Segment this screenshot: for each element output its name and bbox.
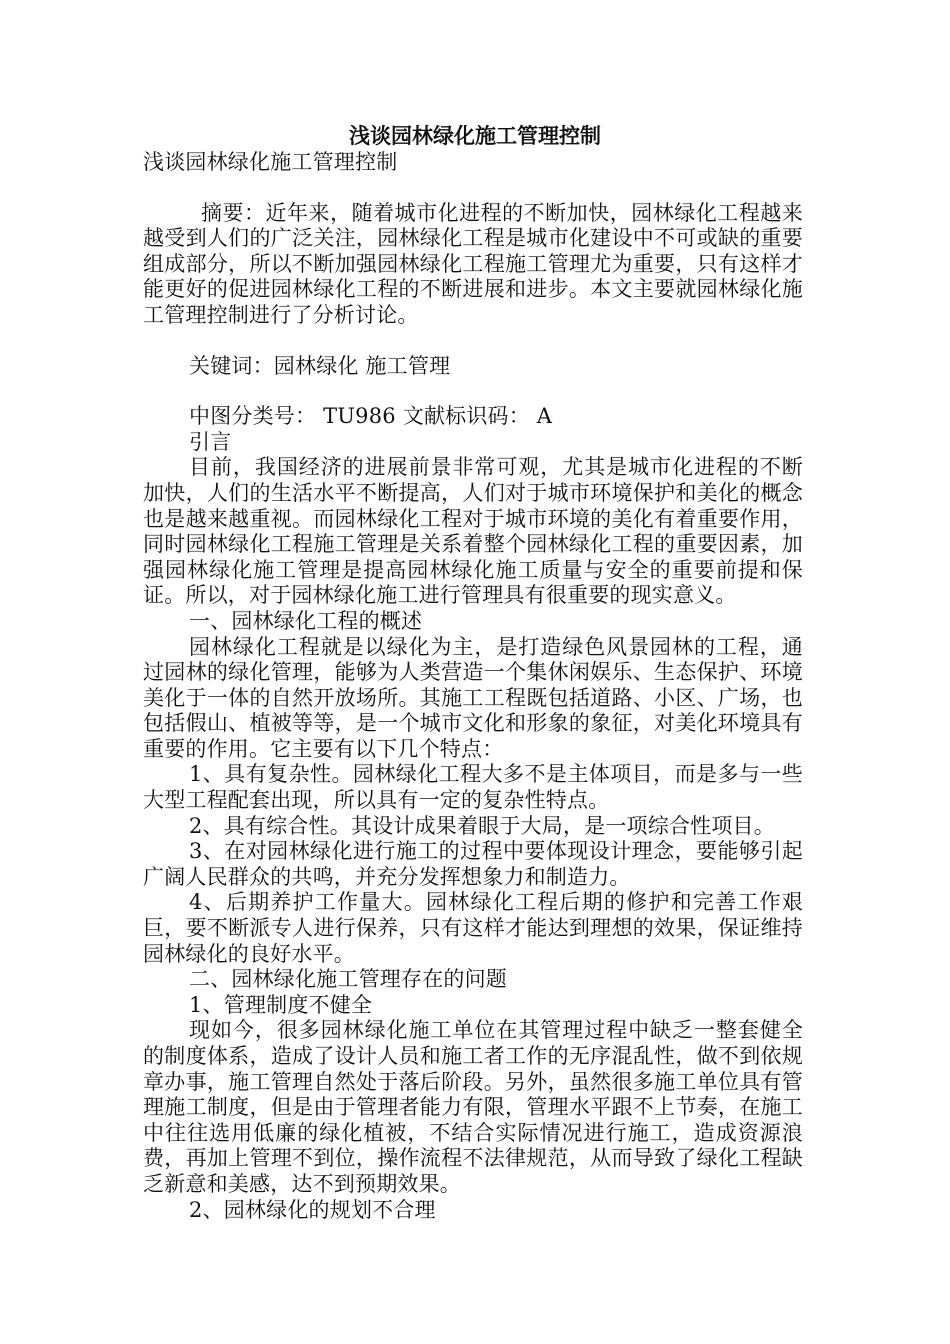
abstract-paragraph: 摘要：近年来，随着城市化进程的不断加快，园林绿化工程越来越受到人们的广泛关注，园林绿化工程是城市化建设中不可或缺的重要组成部分，所以不断加强园林绿化工程施工管理尤为重要，只有这样才能更好的促进园林绿化工程的不断进展和进步。本文主要就园林绿化施工管理控制进行了分析讨论。 [143, 200, 803, 327]
spacer [143, 329, 803, 354]
section2-heading: 二、园林绿化施工管理存在的问题 [189, 967, 507, 992]
feature-2: 2、具有综合性。其设计成果着眼于大局，是一项综合性项目。 [189, 813, 775, 838]
feature-1: 1、具有复杂性。园林绿化工程大多不是主体项目，而是多与一些大型工程配套出现，所以具有一定的复杂性特点。 [143, 762, 803, 813]
feature-3: 3、在对园林绿化进行施工的过程中要体现设计理念，要能够引起广阔人民群众的共鸣，并充分发挥想象力和制造力。 [143, 839, 803, 889]
problem1-heading: 1、管理制度不健全 [189, 992, 373, 1017]
problem2-heading: 2、园林绿化的规划不合理 [189, 1197, 436, 1222]
problem1-paragraph: 现如今，很多园林绿化施工单位在其管理过程中缺乏一整套健全的制度体系，造成了设计人员和施工者工作的无序混乱性，做不到依规章办事，施工管理自然处于落后阶段。另外，虽然很多施工单位具有管理施工制度，但是由于管理者能力有限，管理水平跟不上节奏，在施工中往往选用低廉的绿化植被，不结合实际情况进行施工，造成资源浪费，再加上管理不到位，操作流程不法律规范，从而导致了绿化工程缺乏新意和美感，达不到预期效果。 [143, 1018, 803, 1196]
feature-4: 4、后期养护工作量大。园林绿化工程后期的修护和完善工作艰巨，要不断派专人进行保养，只有这样才能达到理想的效果，保证维持园林绿化的良好水平。 [143, 890, 803, 966]
intro-heading: 引言 [189, 429, 232, 454]
document-subtitle: 浅谈园林绿化施工管理控制 [143, 150, 398, 174]
keywords-line: 关键词：园林绿化 施工管理 [189, 353, 451, 378]
spacer [143, 379, 803, 404]
section1-paragraph: 园林绿化工程就是以绿化为主，是打造绿色风景园林的工程，通过园林的绿化管理，能够为人类营造一个集休闲娱乐、生态保护、环境美化于一体的自然开放场所。其施工工程既包括道路、小区、广场，也包括假山、植被等等，是一个城市文化和形象的象征，对美化环境具有重要的作用。它主要有以下几个特点： [143, 634, 803, 761]
section1-heading: 一、园林绿化工程的概述 [189, 608, 423, 633]
document-body [143, 150, 803, 1223]
intro-paragraph: 目前，我国经济的进展前景非常可观，尤其是城市化进程的不断加快，人们的生活水平不断提高，人们对于城市环境保护和美化的概念也是越来越重视。而园林绿化工程对于城市环境的美化有着重要作用，同时园林绿化工程施工管理是关系着整个园林绿化工程的重要因素，加强园林绿化施工管理是提高园林绿化施工质量与安全的重要前提和保证。所以，对于园林绿化施工进行管理具有很重要的现实意义。 [143, 455, 803, 608]
spacer [143, 176, 803, 201]
document-title: 浅谈园林绿化施工管理控制 [349, 124, 601, 148]
classification-line: 中图分类号： TU986 文献标识码： A [189, 404, 553, 429]
